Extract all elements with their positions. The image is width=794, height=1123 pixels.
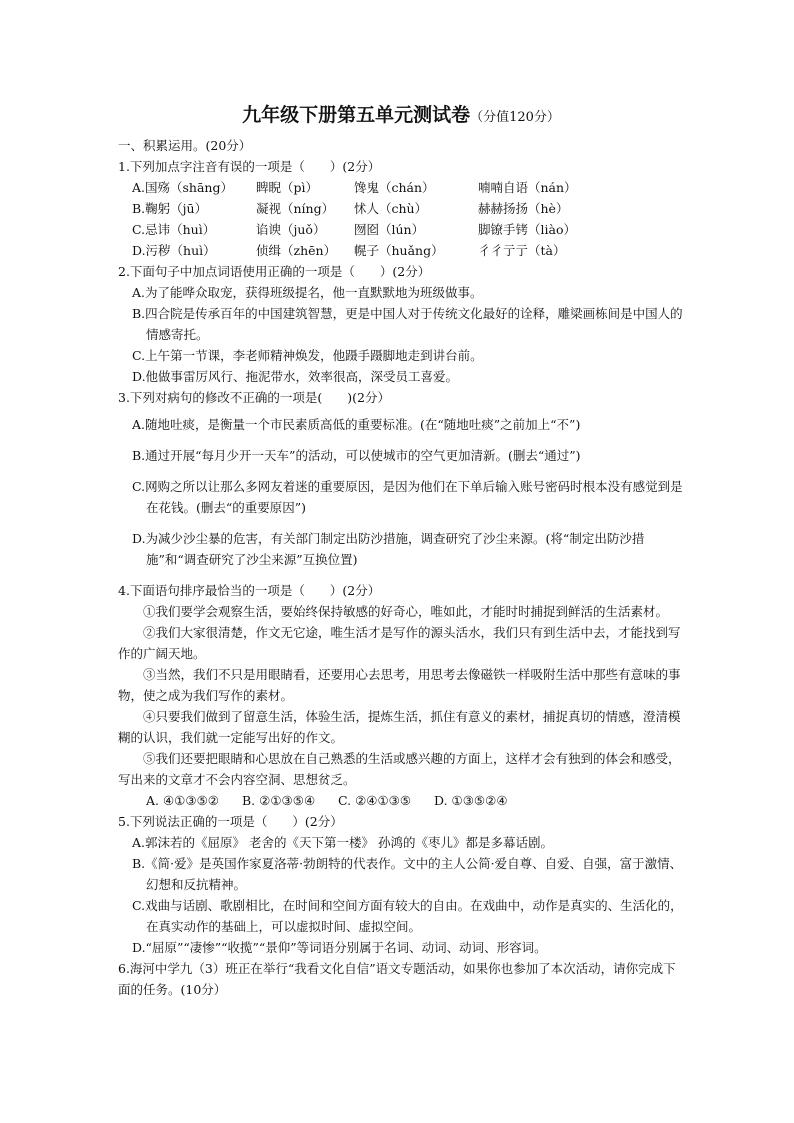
q4-sentence-2: ②我们大家很清楚，作文无它途，唯生活才是写作的源头活水，我们只有到生活中去，才能找到写作的广阔天地。	[118, 625, 681, 661]
q1-cell: 侦缉（zhēn）	[256, 243, 337, 258]
q4-choices	[118, 790, 684, 811]
title-main: 九年级下册第五单元测试卷	[242, 104, 471, 126]
q4-sentence-1: ①我们要学会观察生活，要始终保持敏感的好奇心，唯如此，才能时时捕捉到鲜活的生活素材。	[143, 604, 669, 619]
q4-choice-d: D. ①③⑤②④	[434, 793, 508, 808]
q2-option-c: C.上午第一节课，李老师精神焕发，他蹑手蹑脚地走到讲台前。	[132, 348, 483, 363]
q1-cell: A.国殇（shāng）	[132, 180, 233, 195]
question-6-stem: 6.海河中学九（3）班正在举行“我看文化自信”语文专题活动，如果你也参加了本次活动，请你完成下面的任务。(10分）	[118, 961, 676, 997]
q1-cell: 馋鬼（chán）	[354, 180, 435, 195]
q1-cell: 喃喃自语（nán）	[478, 180, 577, 195]
question-4-stem: 4.下面语句排序最恰当的一项是（ ）(2分）	[118, 583, 381, 598]
q2-option-a: A.为了能哗众取宠，获得班级提名，他一直默默地为班级做事。	[132, 285, 483, 300]
q1-cell: 囫囵（lún）	[354, 222, 425, 237]
question-1-options	[118, 177, 684, 261]
q1-cell: 幌子（huǎng）	[354, 243, 444, 258]
q4-sentence-5: ⑤我们还要把眼睛和心思放在自己熟悉的生活或感兴趣的方面上，这样才会有独到的体会和感受，写出来的文章才不会内容空洞、思想贫乏。	[118, 751, 681, 787]
q2-option-d: D.他做事雷厉风行、拖泥带水，效率很高，深受员工喜爱。	[132, 369, 459, 384]
q1-cell: 谄谀（juǒ）	[256, 222, 326, 237]
q4-sentence-4: ④只要我们做到了留意生活，体验生活，提炼生活，抓住有意义的素材，捕捉真切的情感，澄清模糊的认识，我们就一定能写出好的作文。	[118, 709, 681, 745]
q3-option-a: A.随地吐痰，是衡量一个市民素质高低的重要标准。(在“随地吐痰”之前加上“不”)	[132, 417, 581, 432]
q2-option-b: B.四合院是传承百年的中国建筑智慧，更是中国人对于传统文化最好的诠释，雕梁画栋间是中国人的情感寄托。	[132, 306, 683, 342]
q3-option-b: B.通过开展“每月少开一天车”的活动，可以使城市的空气更加清新。(删去“通过”)	[132, 448, 581, 463]
q5-option-c: C.戏曲与话剧、歌剧相比，在时间和空间方面有较大的自由。在戏曲中，动作是真实的、生活化的，在真实动作的基础上，可以虚拟时间、虚拟空间。	[132, 898, 683, 934]
q1-cell: C.忌讳（huì）	[132, 222, 216, 237]
q1-cell: 脚镣手铐（liào）	[478, 222, 576, 237]
question-2-stem: 2.下面句子中加点词语使用正确的一项是（ ）(2分）	[118, 264, 431, 279]
title-score: （分值120分）	[470, 110, 560, 125]
q5-option-d: D.“屈原”“凄惨”“收揽”“景仰”等词语分别属于名词、动词、动词、形容词。	[132, 940, 547, 955]
q5-option-b: B.《简·爱》是英国作家夏洛蒂·勃朗特的代表作。文中的主人公简·爱自尊、自爱、自强，富于激情、幻想和反抗精神。	[132, 856, 683, 892]
question-5-stem: 5.下列说法正确的一项是（ ）(2分）	[118, 814, 343, 829]
exam-title	[118, 100, 684, 133]
q1-cell: 凝视（níng）	[256, 201, 335, 216]
q4-choice-a: A. ④①③⑤②	[146, 793, 220, 808]
question-3-stem: 3.下列对病句的修改不正确的一项是( )(2分）	[118, 390, 391, 405]
q4-sentence-3: ③当然，我们不只是用眼睛看，还要用心去思考，用思考去像磁铁一样吸附生活中那些有意味的事物，使之成为我们写作的素材。	[118, 667, 681, 703]
q1-cell: 睥睨（pì）	[256, 180, 318, 195]
q4-choice-b: B. ②①③⑤④	[242, 793, 316, 808]
question-1-stem: 1.下列加点字注音有误的一项是（ ）(2分）	[118, 159, 381, 174]
q1-cell: 怵人（chù）	[354, 201, 428, 216]
q3-option-c: C.网购之所以让那么多网友着迷的重要原因，是因为他们在下单后输入账号密码时根本没有感觉到是在花钱。(删去“的重要原因”)	[132, 479, 683, 515]
q1-cell: 赫赫扬扬（hè）	[478, 201, 569, 216]
q3-option-d: D.为减少沙尘暴的危害，有关部门制定出防沙措施，调查研究了沙尘来源。(将“制定出防沙措施”和“调查研究了沙尘来源”互换位置)	[132, 531, 645, 567]
section-heading: 一、积累运用。(20分）	[118, 138, 252, 153]
exam-page	[118, 100, 684, 1000]
q5-option-a: A.郭沫若的《屈原》 老舍的《天下第一楼》 孙鸿的《枣儿》都是多幕话剧。	[132, 835, 553, 850]
q1-cell: B.鞠躬（jū）	[132, 201, 208, 216]
q4-choice-c: C. ②④①③⑤	[338, 793, 412, 808]
q1-cell: 彳彳亍亍（tà）	[478, 243, 566, 258]
q1-cell: D.污秽（huì）	[132, 243, 216, 258]
